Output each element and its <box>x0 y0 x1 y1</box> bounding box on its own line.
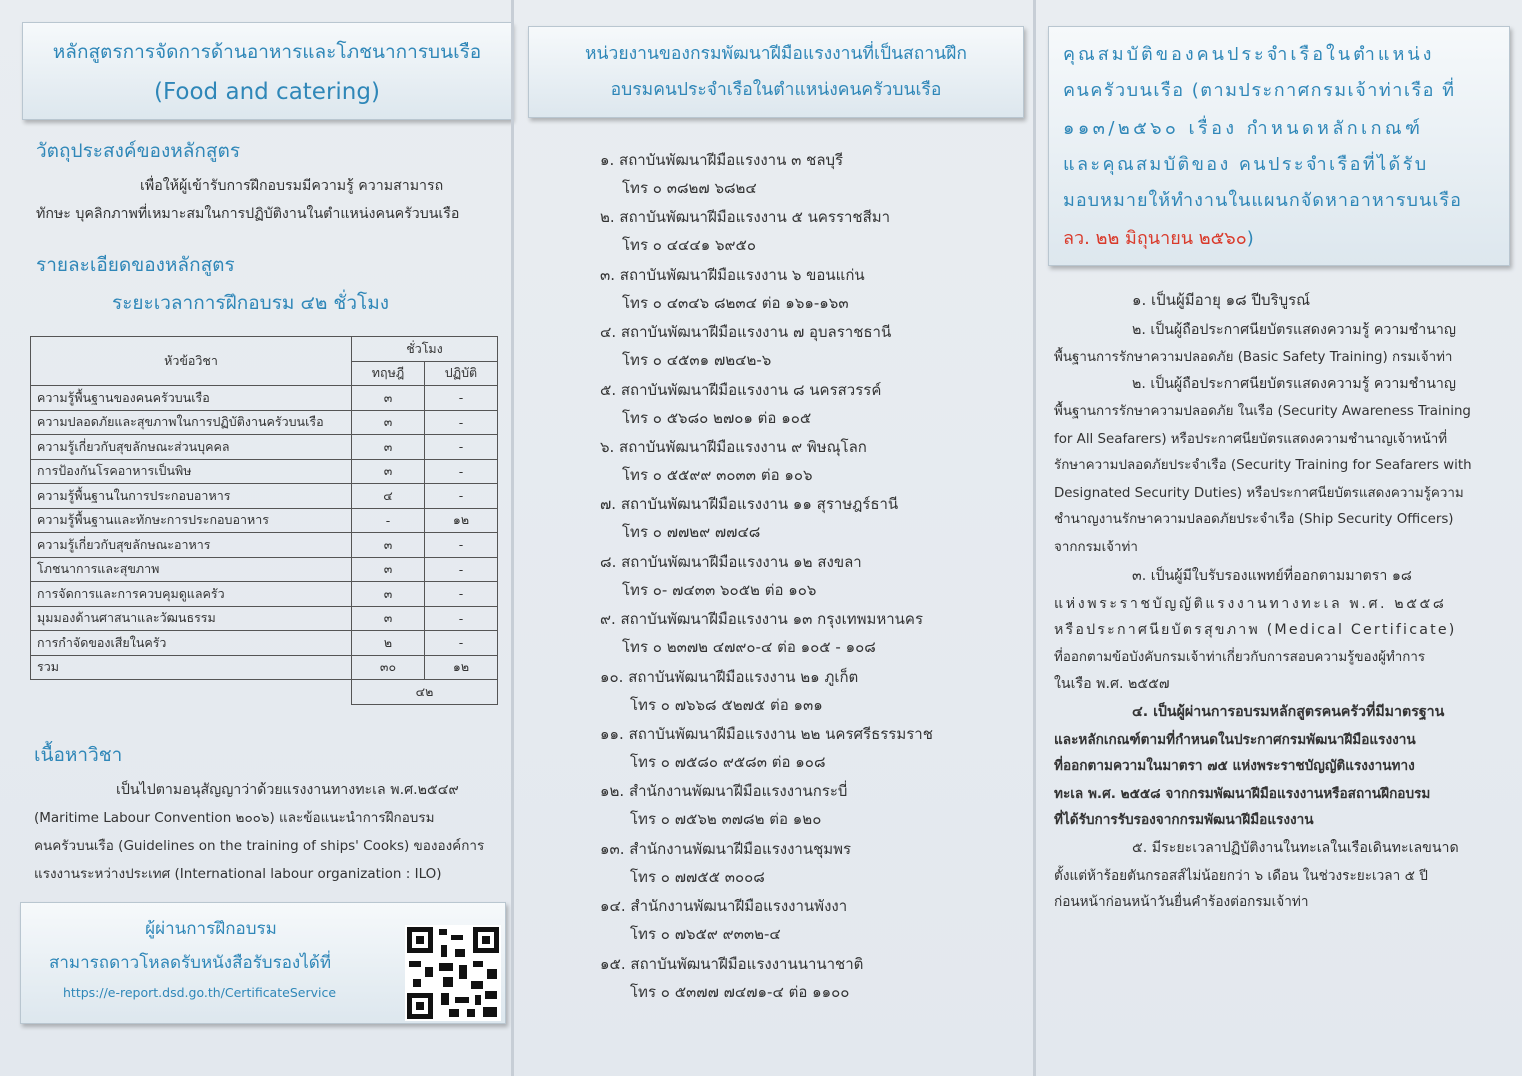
practice-cell: - <box>425 410 498 435</box>
qualification-6c: ก่อนหน้าก่อนหน้าวันยื่นคำร้องต่อกรมเจ้าท่า <box>1054 894 1309 910</box>
table-row <box>31 410 498 435</box>
duration-text: ระยะเวลาการฝึกอบรม ๔๒ ชั่วโมง <box>112 292 389 314</box>
center-name: ๗. สถาบันพัฒนาฝีมือแรงงาน ๑๑ สุราษฎร์ธานี <box>600 495 899 514</box>
panel-training-centers <box>514 0 1034 1076</box>
table-row <box>31 631 498 656</box>
center-phone: โทร ๐ ๗๗๒๙ ๗๗๔๘ <box>622 523 761 542</box>
qualification-4b: แห่งพระราชบัญญัติแรงงานทางทะเล พ.ศ. ๒๕๕๘ <box>1054 596 1447 612</box>
practice-cell: - <box>425 459 498 484</box>
center-name: ๒. สถาบันพัฒนาฝีมือแรงงาน ๕ นครราชสีมา <box>600 208 891 227</box>
center-name: ๑๔. สำนักงานพัฒนาฝีมือแรงงานพังงา <box>600 897 848 916</box>
objective-line-1: เพื่อให้ผู้เข้ารับการฝึกอบรมมีความรู้ ความสามารถ <box>140 178 444 194</box>
practice-cell: - <box>425 606 498 631</box>
grand-total: ๔๒ <box>352 680 498 705</box>
certificate-url-link[interactable]: https://e-report.dsd.go.th/CertificateService <box>63 985 337 1000</box>
center-name: ๑๒. สำนักงานพัฒนาฝีมือแรงงานกระบี่ <box>600 782 848 801</box>
course-title-thai: หลักสูตรการจัดการด้านอาหารและโภชนาการบนเรือ <box>52 41 482 63</box>
practice-cell: - <box>425 484 498 509</box>
qualification-2a: ๒. เป็นผู้ถือประกาศนียบัตรแสดงความรู้ ความชำนาญ <box>1132 322 1456 338</box>
center-phone: โทร ๐ ๕๖๘๐ ๒๗๐๑ ต่อ ๑๐๕ <box>622 408 812 427</box>
panel-qualifications <box>1036 0 1522 1076</box>
content-heading: เนื้อหาวิชา <box>34 744 123 766</box>
practice-cell: - <box>425 533 498 558</box>
qualification-3f: ชำนาญงานรักษาความปลอดภัยประจำเรือ (Ship Security Officers) <box>1054 512 1454 527</box>
table-row <box>31 459 498 484</box>
content-line-3: คนครัวบนเรือ (Guidelines on the training of ships' Cooks) ขององค์การ <box>34 838 485 854</box>
total-row <box>31 655 498 680</box>
qualification-3e: Designated Security Duties) หรือประกาศนียบัตรแสดงความรู้ความ <box>1054 486 1464 501</box>
announcement-date: ลว. ๒๒ มิถุนายน ๒๕๖๐ <box>1063 228 1247 249</box>
qualifications-title-box <box>1048 26 1510 266</box>
course-hours-table <box>30 336 498 705</box>
subject-cell: การกำจัดของเสียในครัว <box>31 631 352 656</box>
qualification-3d: รักษาความปลอดภัยประจำเรือ (Security Training for Seafarers with <box>1054 458 1472 473</box>
certificate-line-2: สามารถดาวโหลดรับหนังสือรับรองได้ที่ <box>49 953 332 973</box>
theory-cell: ๓ <box>352 410 425 435</box>
qualification-3b: พื้นฐานการรักษาความปลอดภัย ในเรือ (Security Awareness Training <box>1054 404 1471 419</box>
center-name: ๑๑. สถาบันพัฒนาฝีมือแรงงาน ๒๒ นครศรีธรรมราช <box>600 725 933 743</box>
qualification-2b: พื้นฐานการรักษาความปลอดภัย (Basic Safety Training) กรมเจ้าท่า <box>1054 350 1453 365</box>
center-phone: โทร ๐ ๕๕๙๙ ๓๐๓๓ ต่อ ๑๐๖ <box>622 466 813 484</box>
theory-cell: ๓ <box>352 459 425 484</box>
subject-cell: โภชนาการและสุขภาพ <box>31 557 352 582</box>
qualification-5c: ที่ออกตามความในมาตรา ๗๕ แห่งพระราชบัญญัติแรงงานทาง <box>1054 758 1415 774</box>
centers-title-line-1: หน่วยงานของกรมพัฒนาฝีมือแรงงานที่เป็นสถานฝึก <box>585 44 967 64</box>
theory-cell: ๓ <box>352 435 425 460</box>
qual-title-line-3: ๑๑๓/๒๕๖๐ เรื่อง กำหนดหลักเกณฑ์ <box>1063 118 1424 139</box>
theory-cell: ๒ <box>352 631 425 656</box>
qualification-3a: ๒. เป็นผู้ถือประกาศนียบัตรแสดงความรู้ ความชำนาญ <box>1132 376 1456 392</box>
center-name: ๕. สถาบันพัฒนาฝีมือแรงงาน ๘ นครสวรรค์ <box>600 380 882 399</box>
center-phone: โทร ๐ ๗๖๕๙ ๙๓๓๒-๔ <box>630 925 781 944</box>
theory-cell: ๓ <box>352 533 425 558</box>
center-phone: โทร ๐ ๔๓๔๖ ๘๒๓๔ ต่อ ๑๖๑-๑๖๓ <box>622 293 849 312</box>
total-practice: ๑๒ <box>425 655 498 680</box>
center-phone: โทร ๐ ๓๘๒๗ ๖๘๒๔ <box>622 179 757 197</box>
subject-cell: การป้องกันโรคอาหารเป็นพิษ <box>31 459 352 484</box>
subject-header: หัวข้อวิชา <box>31 337 352 386</box>
table-row <box>31 508 498 533</box>
centers-title-line-2: อบรมคนประจำเรือในตำแหน่งคนครัวบนเรือ <box>610 80 942 100</box>
theory-cell: - <box>352 508 425 533</box>
center-name: ๑๐. สถาบันพัฒนาฝีมือแรงงาน ๒๑ ภูเก็ต <box>600 667 859 686</box>
center-name: ๑๓. สำนักงานพัฒนาฝีมือแรงงานชุมพร <box>600 839 852 858</box>
qualification-6b: ตั้งแต่ห้าร้อยตันกรอสส์ไม่น้อยกว่า ๖ เดือน ในช่วงระยะเวลา ๕ ปี <box>1054 868 1428 884</box>
qualification-4c: หรือประกาศนียบัตรสุขภาพ (Medical Certificate) <box>1054 622 1457 638</box>
theory-cell: ๓ <box>352 386 425 411</box>
qualification-3g: จากกรมเจ้าท่า <box>1054 540 1138 555</box>
table-row <box>31 435 498 460</box>
subject-cell: ความปลอดภัยและสุขภาพในการปฏิบัติงานครัวบนเรือ <box>31 410 352 435</box>
qualification-5d: ทะเล พ.ศ. ๒๕๕๘ จากกรมพัฒนาฝีมือแรงงานหรือสถานฝึกอบรม <box>1054 786 1431 802</box>
content-line-1: เป็นไปตามอนุสัญญาว่าด้วยแรงงานทางทะเล พ.ศ.๒๕๔๙ <box>116 782 459 798</box>
title-close-paren: ) <box>1246 228 1254 249</box>
practice-header: ปฏิบัติ <box>425 361 498 386</box>
center-name: ๙. สถาบันพัฒนาฝีมือแรงงาน ๑๓ กรุงเทพมหานคร <box>600 610 924 629</box>
qualification-4a: ๓. เป็นผู้มีใบรับรองแพทย์ที่ออกตามมาตรา ๑๘ <box>1132 568 1412 584</box>
qr-code[interactable] <box>405 925 501 1021</box>
practice-cell: - <box>425 631 498 656</box>
qualification-4e: ในเรือ พ.ศ. ๒๕๕๗ <box>1054 676 1170 692</box>
table-row <box>31 484 498 509</box>
subject-cell: ความรู้เกี่ยวกับสุขลักษณะส่วนบุคคล <box>31 435 352 460</box>
practice-cell: - <box>425 386 498 411</box>
practice-cell: ๑๒ <box>425 508 498 533</box>
table-row <box>31 606 498 631</box>
center-phone: โทร ๐ ๔๕๓๑ ๗๒๔๒-๖ <box>622 351 772 370</box>
theory-cell: ๓ <box>352 606 425 631</box>
qual-title-line-4: และคุณสมบัติของ คนประจำเรือที่ได้รับ <box>1063 154 1429 175</box>
center-phone: โทร ๐ ๗๕๖๒ ๓๗๘๒ ต่อ ๑๒๐ <box>630 810 822 829</box>
center-phone: โทร ๐ ๗๗๕๕ ๓๐๐๘ <box>630 867 765 886</box>
panel-course-info <box>0 0 512 1076</box>
qual-title-line-5: มอบหมายให้ทำงานในแผนกจัดหาอาหารบนเรือ <box>1063 190 1462 211</box>
total-label: รวม <box>31 655 352 680</box>
center-name: ๓. สถาบันพัฒนาฝีมือแรงงาน ๖ ขอนแก่น <box>600 265 865 284</box>
qualification-4d: ที่ออกตามข้อบังคับกรมเจ้าท่าเกี่ยวกับการสอบความรู้ของผู้ทำการ <box>1054 650 1426 665</box>
qualification-5b: และหลักเกณฑ์ตามที่กำหนดในประกาศกรมพัฒนาฝีมือแรงงาน <box>1054 732 1416 748</box>
course-title-box <box>22 22 512 120</box>
center-name: ๑๕. สถาบันพัฒนาฝีมือแรงงานนานาชาติ <box>600 954 864 973</box>
hours-header: ชั่วโมง <box>352 337 498 362</box>
practice-cell: - <box>425 557 498 582</box>
practice-cell: - <box>425 582 498 607</box>
qualification-5a: ๔. เป็นผู้ผ่านการอบรมหลักสูตรคนครัวที่มีมาตรฐาน <box>1132 704 1445 720</box>
table-row <box>31 582 498 607</box>
theory-header: ทฤษฎี <box>352 361 425 386</box>
subject-cell: การจัดการและการควบคุมดูแลครัว <box>31 582 352 607</box>
centers-title-box <box>528 26 1024 118</box>
center-phone: โทร ๐ ๗๕๘๐ ๙๕๘๓ ต่อ ๑๐๘ <box>630 753 826 771</box>
center-phone: โทร ๐ ๕๓๗๗ ๗๔๗๑-๔ ต่อ ๑๑๐๐ <box>630 982 850 1001</box>
objective-heading: วัตถุประสงค์ของหลักสูตร <box>36 140 241 162</box>
certificate-line-1: ผู้ผ่านการฝึกอบรม <box>145 919 277 939</box>
content-line-4: แรงงานระหว่างประเทศ (International labour organization : ILO) <box>34 866 442 882</box>
table-row <box>31 533 498 558</box>
table-row <box>31 557 498 582</box>
qualification-6a: ๕. มีระยะเวลาปฏิบัติงานในทะเลในเรือเดินทะเลขนาด <box>1132 840 1459 856</box>
center-phone: โทร ๐- ๗๔๓๓ ๖๐๕๒ ต่อ ๑๐๖ <box>622 580 817 599</box>
center-phone: โทร ๐ ๗๖๖๘ ๕๒๗๕ ต่อ ๑๓๑ <box>630 695 823 714</box>
center-name: ๔. สถาบันพัฒนาฝีมือแรงงาน ๗ อุบลราชธานี <box>600 323 892 342</box>
subject-cell: ความรู้พื้นฐานและทักษะการประกอบอาหาร <box>31 508 352 533</box>
certificate-box <box>20 902 506 1024</box>
subject-cell: ความรู้พื้นฐานของคนครัวบนเรือ <box>31 386 352 411</box>
center-name: ๘. สถาบันพัฒนาฝีมือแรงงาน ๑๒ สงขลา <box>600 552 862 571</box>
qualification-3c: for All Seafarers) หรือประกาศนียบัตรแสดงความชำนาญเจ้าหน้าที่ <box>1054 432 1448 447</box>
center-name: ๑. สถาบันพัฒนาฝีมือแรงงาน ๓ ชลบุรี <box>600 151 844 169</box>
grand-total-spacer <box>31 680 352 705</box>
center-phone: โทร ๐ ๔๔๔๑ ๖๙๕๐ <box>622 236 757 255</box>
qualification-5e: ที่ได้รับการรับรองจากกรมพัฒนาฝีมือแรงงาน <box>1054 812 1314 828</box>
course-title-english: (Food and catering) <box>154 79 380 105</box>
table-row <box>31 386 498 411</box>
content-line-2: (Maritime Labour Convention ๒๐๐๖) และข้อแนะนำการฝึกอบรม <box>34 810 435 826</box>
qual-title-line-1: คุณสมบัติของคนประจำเรือในตำแหน่ง <box>1063 44 1435 65</box>
theory-cell: ๓ <box>352 557 425 582</box>
objective-line-2: ทักษะ บุคลิกภาพที่เหมาะสมในการปฏิบัติงานในตำแหน่งคนครัวบนเรือ <box>36 206 460 222</box>
theory-cell: ๔ <box>352 484 425 509</box>
practice-cell: - <box>425 435 498 460</box>
grand-total-row <box>31 680 498 705</box>
details-heading: รายละเอียดของหลักสูตร <box>36 254 235 276</box>
qual-title-date-line <box>1063 223 1254 252</box>
subject-cell: ความรู้พื้นฐานในการประกอบอาหาร <box>31 484 352 509</box>
theory-cell: ๓ <box>352 582 425 607</box>
subject-cell: ความรู้เกี่ยวกับสุขลักษณะอาหาร <box>31 533 352 558</box>
center-phone: โทร ๐ ๒๓๗๒ ๔๗๙๐-๔ ต่อ ๑๐๕ - ๑๐๘ <box>622 638 876 657</box>
qualification-1: ๑. เป็นผู้มีอายุ ๑๘ ปีบริบูรณ์ <box>1132 291 1311 309</box>
subject-cell: มุมมองด้านศาสนาและวัฒนธรรม <box>31 606 352 631</box>
center-name: ๖. สถาบันพัฒนาฝีมือแรงงาน ๙ พิษณุโลก <box>600 438 867 456</box>
qual-title-line-2: คนครัวบนเรือ (ตามประกาศกรมเจ้าท่าเรือ ที่ <box>1063 80 1456 101</box>
total-theory: ๓๐ <box>352 655 425 680</box>
